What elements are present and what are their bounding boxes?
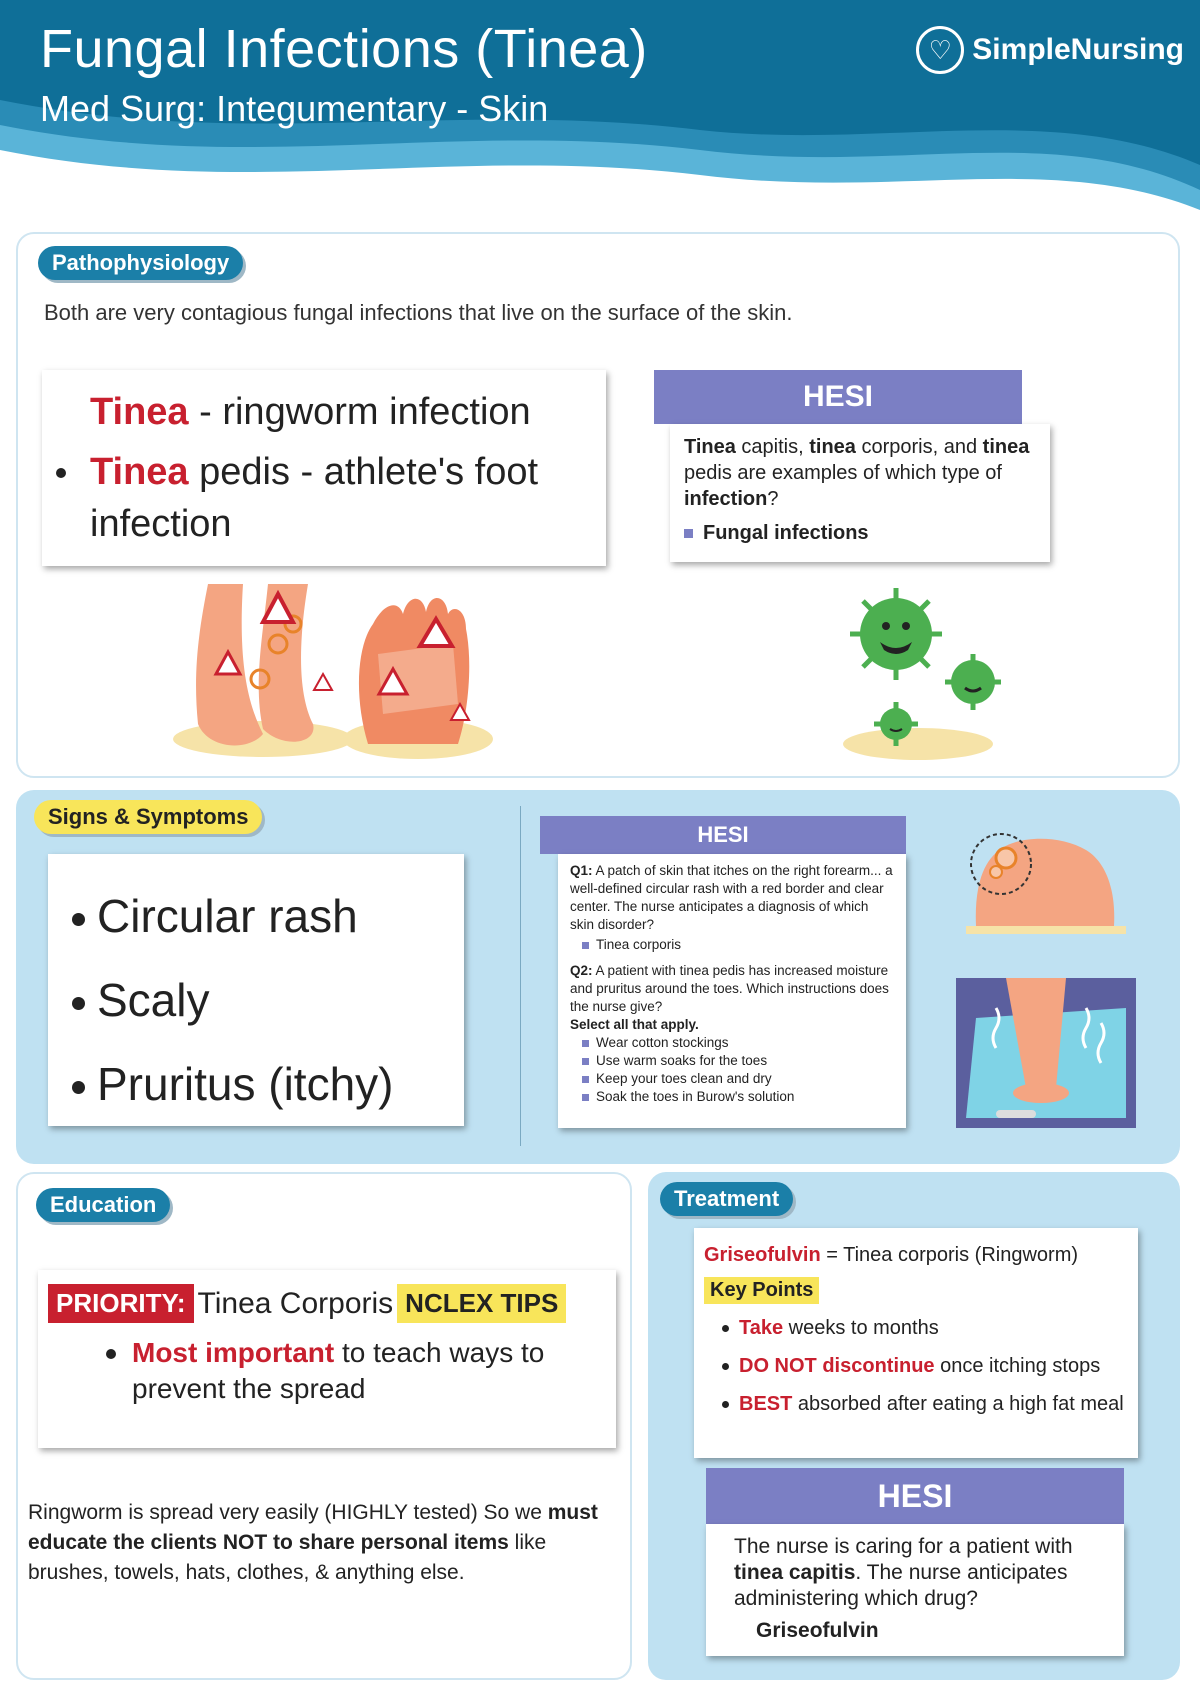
hesi-card-treatment	[706, 1468, 1124, 1656]
hesi-header: HESI	[540, 816, 906, 854]
treatment-panel	[648, 1172, 1180, 1680]
bullet-icon	[106, 1349, 116, 1359]
symptom-item: Scaly	[72, 958, 464, 1042]
treatment-label: Treatment	[660, 1182, 793, 1216]
priority-topic: Tinea Corporis	[197, 1286, 394, 1320]
education-panel	[16, 1172, 632, 1680]
tinea-term: Tinea	[90, 391, 189, 433]
stethoscope-heart-icon: ♡	[916, 26, 964, 74]
bullet-icon	[72, 997, 85, 1010]
pathophysiology-label: Pathophysiology	[38, 246, 243, 280]
signs-symptoms-label: Signs & Symptoms	[34, 800, 262, 834]
hesi-answer: Griseofulvin	[756, 1619, 879, 1642]
divider	[520, 806, 521, 1146]
bullet-icon	[56, 468, 66, 478]
symptom-item: Circular rash	[72, 874, 464, 958]
treatment-drug-line: Griseofulvin = Tinea corporis (Ringworm)	[704, 1244, 1079, 1266]
pathophysiology-intro: Both are very contagious fungal infections that live on the surface of the skin.	[44, 300, 793, 325]
hesi-header: HESI	[706, 1468, 1124, 1524]
hesi-question: Tinea capitis, tinea corporis, and tinea pedis are examples of which type of infection?	[684, 436, 1030, 510]
priority-card	[38, 1270, 616, 1448]
nclex-tips-badge: NCLEX TIPS	[397, 1284, 566, 1323]
treatment-card	[694, 1228, 1138, 1458]
key-point-item: BEST absorbed after eating a high fat meal	[722, 1392, 1128, 1416]
square-bullet-icon	[582, 942, 589, 949]
hesi-q1: Q1: A patch of skin that itches on the right forearm... a well-defined circular rash with a red border and clear center. The nurse anticipates a diagnosis of which skin disorder?	[570, 863, 893, 932]
hesi-question-box	[558, 854, 906, 1128]
priority-badge: PRIORITY:	[48, 1284, 194, 1323]
hesi-q2-answer: Wear cotton stockings	[582, 1034, 894, 1052]
key-point-item: DO NOT discontinue once itching stops	[722, 1354, 1128, 1378]
symptoms-list-card	[48, 854, 464, 1126]
symptom-item: Pruritus (itchy)	[72, 1042, 464, 1126]
hesi-header: HESI	[654, 370, 1022, 424]
brand-name: SimpleNursing	[972, 33, 1184, 66]
shoulder-rash-illustration	[956, 830, 1136, 940]
bullet-icon	[72, 1081, 85, 1094]
hesi-q1-answer: Tinea corporis	[582, 936, 894, 954]
hesi-q2-select: Select all that apply.	[570, 1017, 699, 1032]
education-tip: Most important to teach ways to prevent the spread	[132, 1335, 606, 1407]
tinea-pedis-line	[90, 446, 586, 550]
tinea-pedis-term: Tinea	[90, 451, 189, 493]
tinea-pedis-text: pedis - athlete's foot infection	[90, 451, 539, 545]
hesi-question-box	[706, 1524, 1124, 1656]
brand-logo	[916, 26, 1184, 74]
hesi-card-signs	[540, 816, 906, 1128]
education-label: Education	[36, 1188, 170, 1222]
hesi-card-pathophysiology	[654, 370, 1030, 558]
signs-symptoms-panel	[16, 790, 1180, 1164]
pathophysiology-panel	[16, 232, 1180, 778]
page-subtitle: Med Surg: Integumentary - Skin	[40, 88, 549, 129]
hesi-q2: Q2: A patient with tinea pedis has increased moisture and pruritus around the toes. Which instructions does the nurse give?	[570, 963, 889, 1014]
education-note: Ringworm is spread very easily (HIGHLY tested) So we must educate the clients NOT to share personal items like brushes, towels, hats, clothes, & anything else.	[28, 1501, 598, 1584]
priority-line	[48, 1284, 606, 1323]
bullet-icon	[72, 913, 85, 926]
key-point-item: Take weeks to months	[722, 1316, 1128, 1340]
infected-legs-illustration	[168, 584, 498, 764]
key-points-badge: Key Points	[704, 1277, 819, 1304]
tinea-definition-text: - ringworm infection	[188, 391, 531, 433]
fungus-virus-illustration	[818, 574, 1018, 764]
page-header	[0, 0, 1200, 230]
hesi-question-box	[670, 424, 1050, 562]
hesi-answer: Fungal infections	[684, 520, 1036, 546]
hesi-question: The nurse is caring for a patient with tinea capitis. The nurse anticipates administering which drug?	[734, 1535, 1073, 1610]
foot-soak-illustration	[956, 978, 1136, 1128]
hesi-q2-answer: Keep your toes clean and dry	[582, 1070, 894, 1088]
square-bullet-icon	[684, 529, 693, 538]
tinea-definition-card	[42, 370, 606, 566]
page-title: Fungal Infections (Tinea)	[40, 19, 648, 79]
hesi-q2-answer: Use warm soaks for the toes	[582, 1052, 894, 1070]
tinea-definition-line	[90, 388, 586, 436]
hesi-q2-answer: Soak the toes in Burow's solution	[582, 1088, 894, 1106]
